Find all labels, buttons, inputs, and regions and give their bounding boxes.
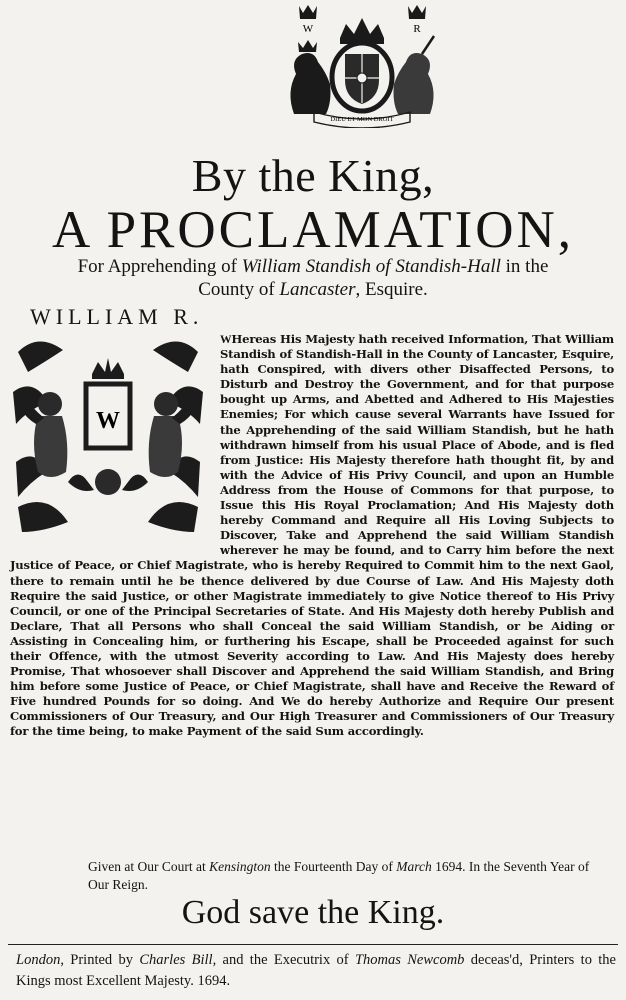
crown-initial-w: W — [302, 23, 314, 35]
unicorn-supporter-icon — [394, 36, 435, 114]
motto-ribbon — [314, 112, 410, 128]
proclamation-title: A PROCLAMATION, — [51, 201, 575, 259]
footer-divider — [8, 944, 618, 945]
given-at-court — [88, 858, 613, 894]
imprint-printer-2: Thomas Newcomb — [354, 952, 465, 968]
subtitle-text-mid: in the — [500, 256, 549, 277]
body-text: Hereas His Majesty hath received Information, That William Standish of Standish-Hall in the County of Lancaster, Esquire, hath Conspired, with divers other Disaffected Persons, to Disturb and Destroy the Government, and for that purpose bought up Arms, and Abetted and Adhered to His Majesties Enemies; For which cause several Warrants have Issued for the Apprehending of the said William Standish, but he hath withdrawn himself from his usual Place of Abode, and is fled from Justice: His Majesty therefore hath thought fit, by and with the Advice of His Privy Council, and upon an Humble Address from the House of Commons for that purpose, to Issue this His Royal Proclamation; And His Majesty doth hereby Command and Require all His Loving Subjects to Discover, Take and Apprehend the said William Standish wherever he may be found, and to Carry him before the next Justice of Peace, or Chief Magistrate, who is hereby Required to Commit him to the next Gaol, there to remain until he be thence delivered by due Course of Law. And His Majesty doth Require the said Justice, or other Magistrate immediately to give Notice thereof to His Privy Council, or one of the Principal Secretaries of State. And His Majesty doth hereby Publish and Declare, That all Persons who shall Conceal the said William Standish, or be Aiding or Assisting in Concealing him, or furthering his Escape, shall be Proceeded against for such their Offence, with the utmost Severity according to Law. And His Majesty does hereby Promise, That whosoever shall Discover and Apprehend the said William Standish, and Bring him before some Justice of Peace, or Chief Magistrate, shall have and Receive the Reward of Five hundred Pounds for so doing. And We do hereby Authorize and Require Our present Commissioners of Our Treasury, and Our High Treasurer and Commissioners of Our Treasury for the time being, to make Payment of the said Sum accordingly. — [10, 332, 614, 739]
body-dropcap: W — [220, 333, 232, 346]
royal-crown-icon — [340, 18, 384, 44]
imprint-text-3: deceas'd, Printers to the Kings most Excellent Majesty. — [16, 952, 616, 989]
printer-imprint — [16, 950, 616, 992]
crown-left-icon — [299, 5, 317, 19]
motto-text: DIEU ET MON DROIT — [330, 116, 394, 123]
given-pre: Given at Our Court at — [88, 859, 210, 874]
royal-coat-of-arms — [272, 2, 452, 128]
proclamation-title-by-the-king: By the King, — [191, 150, 435, 201]
proclamation-body — [10, 332, 614, 854]
given-post: In the Seventh Year of Our Reign. — [88, 859, 590, 892]
imprint-city: London — [16, 952, 61, 968]
lion-supporter-icon — [290, 40, 330, 114]
imprint-text-1: , Printed by — [60, 952, 140, 968]
royal-signature: WILLIAM R. — [30, 304, 204, 329]
subtitle-county: Lancaster — [279, 279, 356, 300]
imprint-year: 1694. — [193, 973, 231, 989]
given-year: 1694. — [431, 859, 466, 874]
subtitle-name: William Standish of Standish-Hall — [241, 256, 501, 277]
shield-icon — [332, 43, 392, 111]
proclamation-subtitle — [0, 255, 626, 301]
vignette-float-space — [10, 332, 220, 550]
imprint-text-2: , and the Executrix of — [212, 952, 355, 968]
vignette-initial: W — [96, 408, 120, 434]
subtitle-line2-post: , Esquire. — [355, 279, 428, 300]
given-place: Kensington — [209, 859, 271, 874]
closing-god-save-the-king: God save the King. — [181, 894, 445, 931]
subtitle-line2-pre: County of — [198, 279, 280, 300]
given-month: March — [396, 859, 432, 874]
crown-initial-r: R — [413, 23, 421, 35]
crown-right-icon — [408, 5, 426, 19]
given-mid: the Fourteenth Day of — [270, 859, 397, 874]
subtitle-text-pre: For Apprehending of — [77, 256, 242, 277]
imprint-printer-1: Charles Bill — [139, 952, 213, 968]
